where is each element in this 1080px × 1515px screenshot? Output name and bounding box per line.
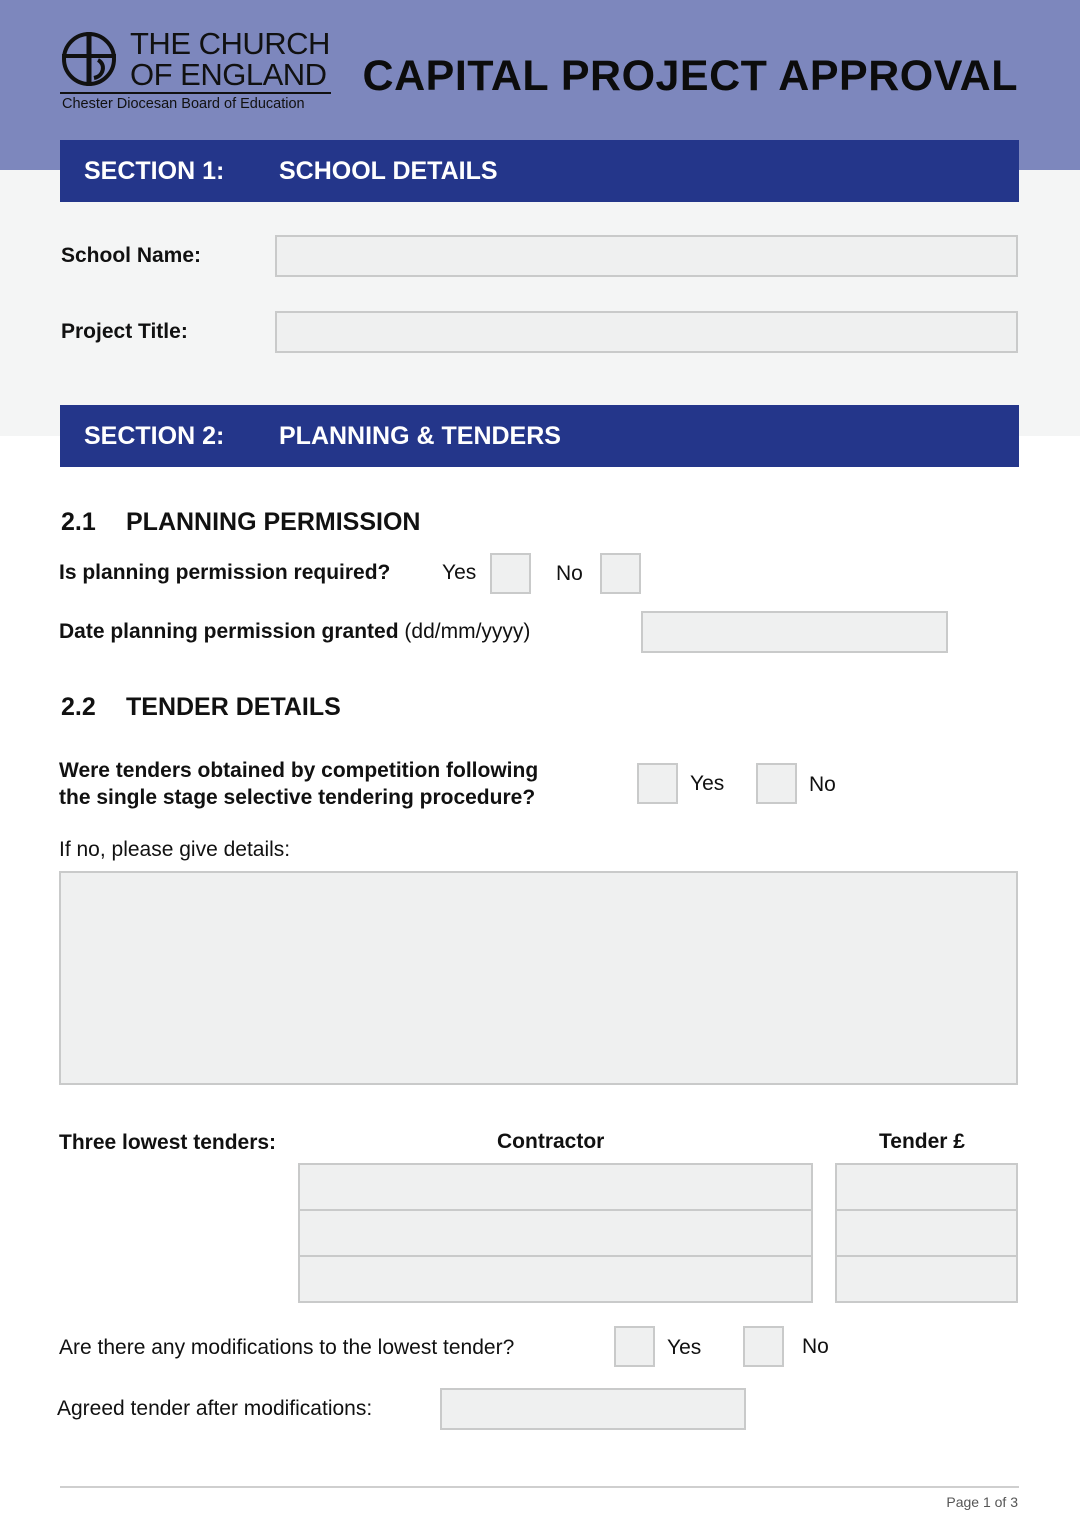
section1-background <box>0 170 1080 436</box>
planning-no-label: No <box>556 562 583 585</box>
agreed-tender-label: Agreed tender after modifications: <box>57 1397 373 1420</box>
planning-question: Is planning permission required? <box>59 561 391 584</box>
school-name-label: School Name: <box>61 244 202 267</box>
logo-line-1: THE CHURCH <box>130 26 330 61</box>
tender-amount-field-3[interactable] <box>835 1255 1018 1303</box>
agreed-tender-field[interactable] <box>440 1388 746 1430</box>
contractor-header: Contractor <box>497 1130 605 1153</box>
planning-yes-checkbox[interactable] <box>490 553 531 594</box>
project-title-field[interactable] <box>275 311 1018 353</box>
section2-title: PLANNING & TENDERS <box>279 422 561 450</box>
planning-date-text: Date planning permission granted <box>59 620 399 643</box>
logo-line-2: OF ENGLAND <box>130 57 327 92</box>
modifications-yes-checkbox[interactable] <box>614 1326 655 1367</box>
tender-heading: TENDER DETAILS <box>126 693 341 721</box>
tender-no-label: No <box>809 773 836 796</box>
planning-date-label <box>59 620 530 644</box>
planning-no-checkbox[interactable] <box>600 553 641 594</box>
tender-yes-label: Yes <box>690 772 725 795</box>
tender-amount-field-1[interactable] <box>835 1163 1018 1211</box>
modifications-question: Are there any modifications to the lowest tender? <box>59 1336 515 1359</box>
project-title-label: Project Title: <box>61 320 188 343</box>
tender-no-checkbox[interactable] <box>756 763 797 804</box>
section1-header <box>60 140 1019 202</box>
footer-divider <box>60 1486 1019 1488</box>
tender-yes-checkbox[interactable] <box>637 763 678 804</box>
cross-in-circle-icon <box>60 30 118 88</box>
tender-amount-header: Tender £ <box>879 1130 965 1153</box>
modifications-no-label: No <box>802 1335 829 1358</box>
planning-date-format: (dd/mm/yyyy) <box>404 620 531 643</box>
page-title: CAPITAL PROJECT APPROVAL <box>362 52 1018 100</box>
modifications-yes-label: Yes <box>667 1336 702 1359</box>
section2-number: SECTION 2: <box>84 422 225 450</box>
tender-number: 2.2 <box>61 693 96 721</box>
tender-question-line2: the single stage selective tendering procedure? <box>59 786 536 809</box>
tender-amount-field-2[interactable] <box>835 1209 1018 1257</box>
logo-subtitle: Chester Diocesan Board of Education <box>62 96 305 112</box>
page-number: Page 1 of 3 <box>946 1494 1018 1510</box>
church-logo <box>60 28 335 118</box>
section1-title: SCHOOL DETAILS <box>279 157 498 185</box>
section2-header <box>60 405 1019 467</box>
lowest-tenders-label: Three lowest tenders: <box>59 1131 277 1154</box>
section1-number: SECTION 1: <box>84 157 225 185</box>
planning-date-field[interactable] <box>641 611 948 653</box>
modifications-no-checkbox[interactable] <box>743 1326 784 1367</box>
contractor-field-3[interactable] <box>298 1255 813 1303</box>
school-name-field[interactable] <box>275 235 1018 277</box>
planning-yes-label: Yes <box>442 561 477 584</box>
planning-number: 2.1 <box>61 508 96 536</box>
planning-heading: PLANNING PERMISSION <box>126 508 421 536</box>
contractor-field-1[interactable] <box>298 1163 813 1211</box>
logo-divider <box>60 92 331 94</box>
details-textarea[interactable] <box>59 871 1018 1085</box>
contractor-field-2[interactable] <box>298 1209 813 1257</box>
tender-question-line1: Were tenders obtained by competition following <box>59 759 539 782</box>
details-label: If no, please give details: <box>59 838 291 861</box>
